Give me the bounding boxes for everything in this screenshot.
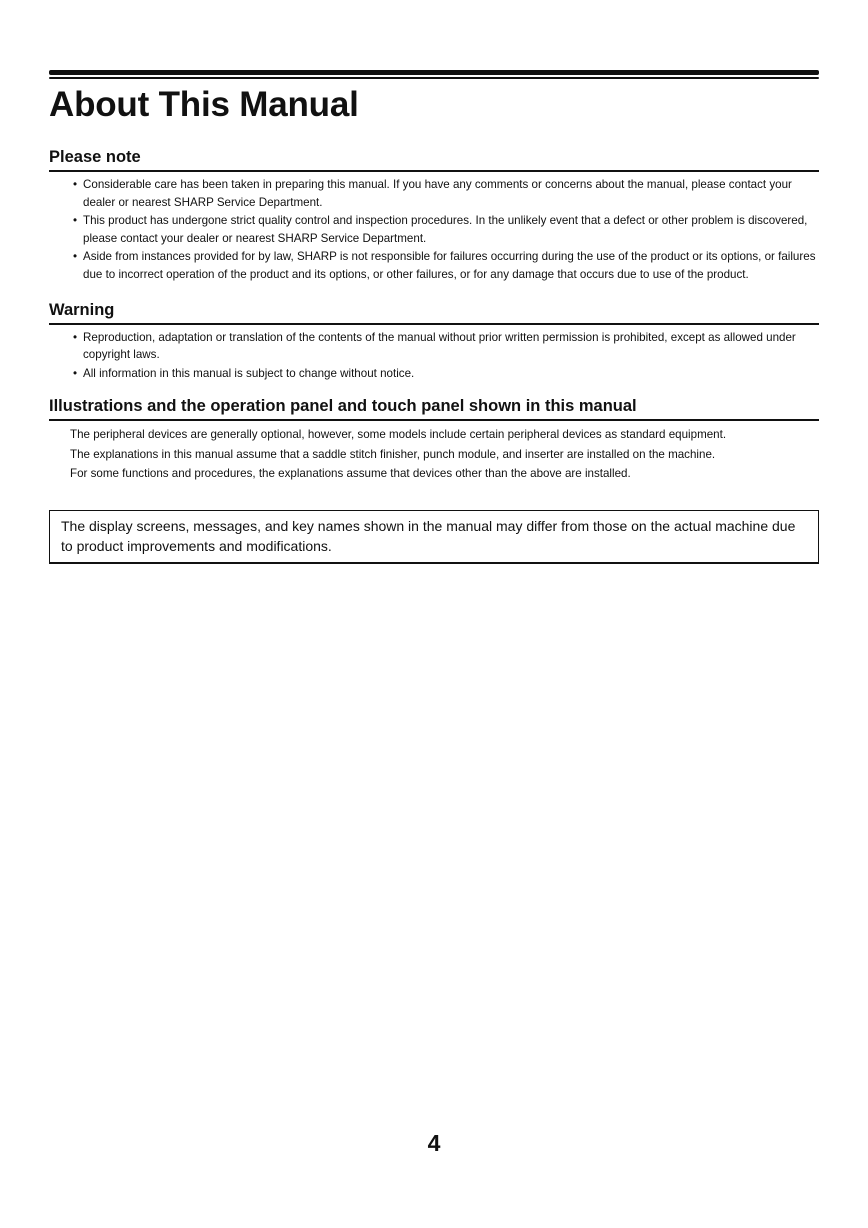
page-number: 4 bbox=[427, 1130, 441, 1156]
list-item bbox=[73, 176, 819, 211]
section-warning bbox=[49, 300, 819, 383]
list-item-text: This product has undergone strict quality control and inspection procedures. In the unlikely event that a defect or other problem is discovered, please contact your dealer or nearest SHARP Service Department. bbox=[83, 214, 808, 245]
page-content bbox=[49, 70, 819, 564]
paragraph: For some functions and procedures, the explanations assume that devices other than the above are installed. bbox=[70, 466, 631, 480]
list-item bbox=[73, 365, 819, 383]
list-item-text: Aside from instances provided for by law, SHARP is not responsible for failures occurring during the use of the product or its options, or failures due to incorrect operation of the product and its options, or other failures, or for any damage that occurs due to use of the product. bbox=[83, 250, 816, 281]
bullet-glyph: • bbox=[73, 178, 78, 191]
list-item bbox=[73, 212, 819, 247]
paragraph: The peripheral devices are generally optional, however, some models include certain peripheral devices as standard equipment. bbox=[70, 428, 727, 442]
title-rule-thick bbox=[49, 70, 819, 75]
section-illustrations bbox=[49, 396, 819, 483]
please-note-list bbox=[49, 176, 819, 284]
bullet-glyph: • bbox=[73, 366, 78, 380]
note-box: The display screens, messages, and key names shown in the manual may differ from those on the actual machine due to product improvements and modifications. bbox=[49, 510, 819, 564]
list-item-text: Considerable care has been taken in preparing this manual. If you have any comments or concerns about the manual, please contact your dealer or nearest SHARP Service Department. bbox=[83, 178, 792, 209]
section-please-note bbox=[49, 147, 819, 284]
paragraph: The explanations in this manual assume that a saddle stitch finisher, punch module, and inserter are installed on the machine. bbox=[70, 447, 716, 461]
section-heading-please-note: Please note bbox=[49, 147, 819, 172]
bullet-glyph: • bbox=[73, 250, 78, 264]
warning-list bbox=[49, 329, 819, 383]
list-item bbox=[73, 329, 819, 364]
title-rule-thin bbox=[49, 77, 819, 79]
illustrations-paragraphs bbox=[49, 425, 819, 483]
page-title: About This Manual bbox=[49, 85, 359, 124]
list-item-text: All information in this manual is subject to change without notice. bbox=[83, 366, 415, 380]
bullet-glyph: • bbox=[73, 214, 78, 228]
bullet-glyph: • bbox=[73, 330, 78, 344]
section-heading-illustrations: Illustrations and the operation panel and touch panel shown in this manual bbox=[49, 396, 819, 421]
list-item-text: Reproduction, adaptation or translation of the contents of the manual without prior written permission is prohibited, except as allowed under copyright laws. bbox=[83, 330, 796, 362]
section-heading-warning: Warning bbox=[49, 300, 819, 325]
list-item bbox=[73, 248, 819, 283]
